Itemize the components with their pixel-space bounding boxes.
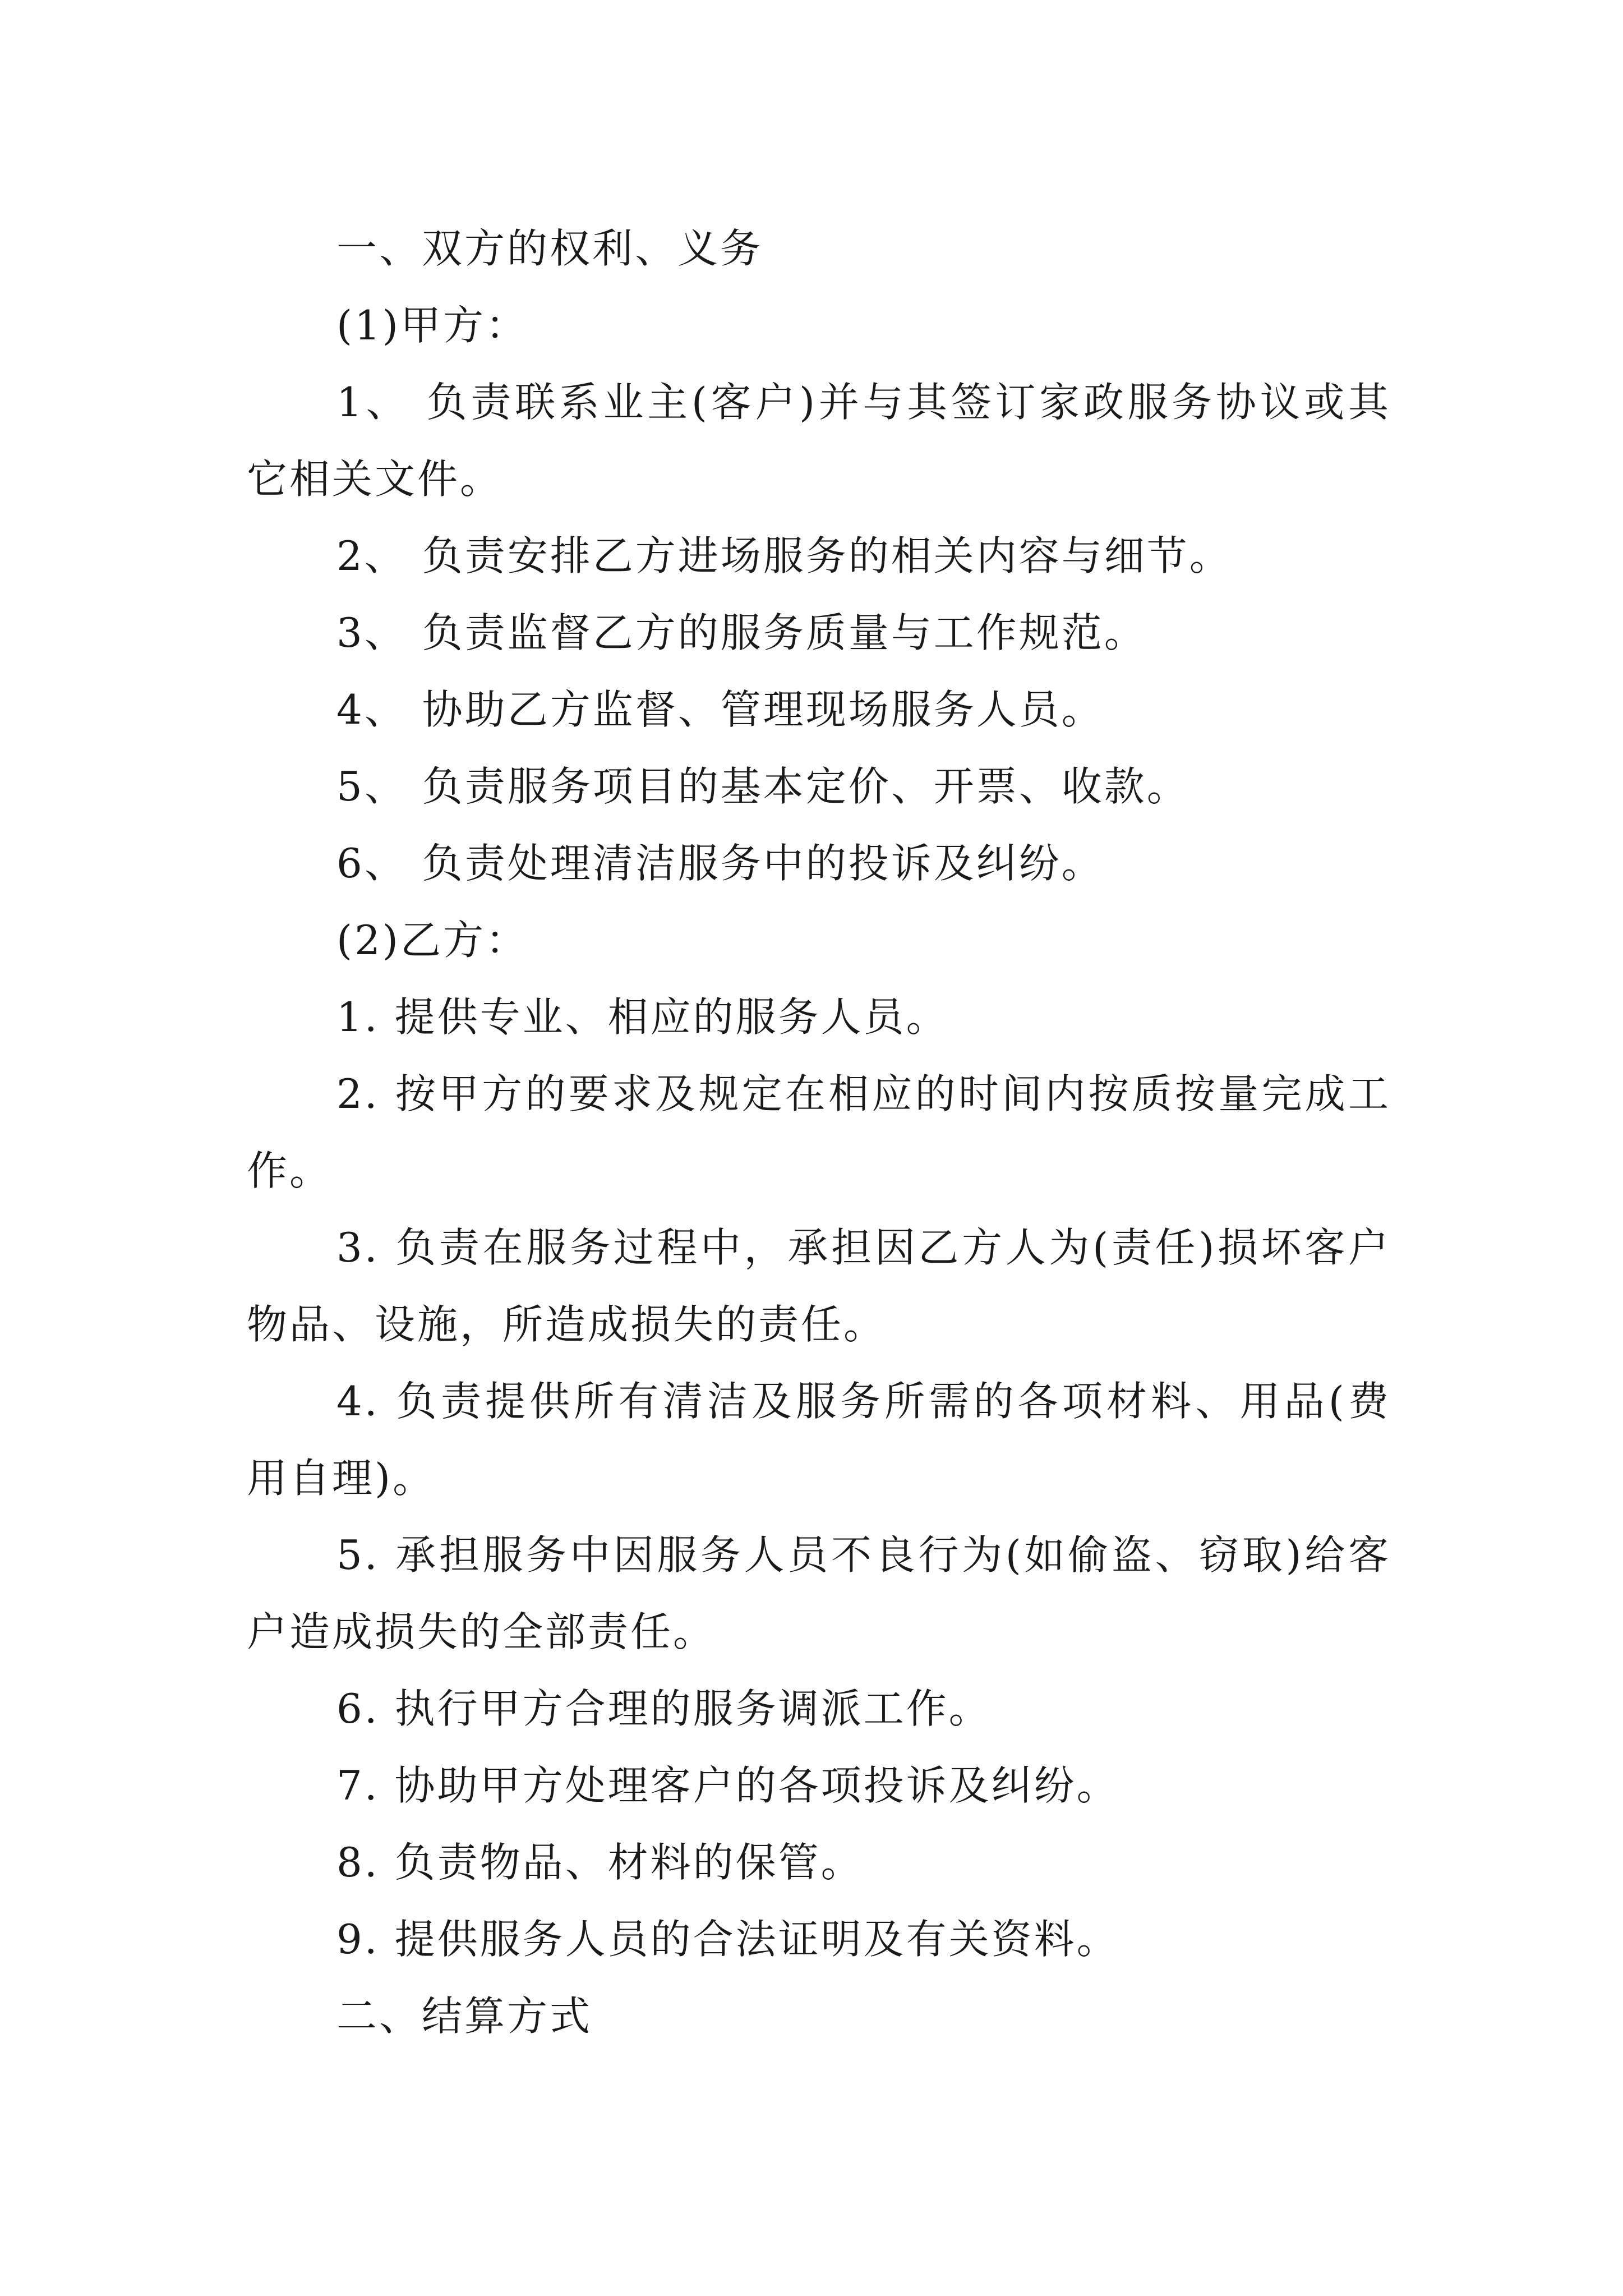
party-b-item-8: 8. 负责物品、材料的保管。 [336, 1839, 864, 1886]
party-a-item-6: 6、 负责处理清洁服务中的投诉及纠纷。 [336, 840, 1104, 887]
party-b-item-2: 2. 按甲方的要求及规定在相应的时间内按质按量完成工作。 [247, 1070, 1391, 1194]
party-b-item-7: 7. 协助甲方处理客户的各项投诉及纠纷。 [336, 1762, 1119, 1809]
party-b-item-5: 5. 承担服务中因服务人员不良行为(如偷盗、窃取)给客户造成损失的全部责任。 [247, 1531, 1391, 1655]
party-b-item-4: 4. 负责提供所有清洁及服务所需的各项材料、用品(费用自理)。 [247, 1378, 1391, 1502]
party-a-item-1: 1、 负责联系业主(客户)并与其签订家政服务协议或其它相关文件。 [247, 379, 1391, 503]
party-a-item-5: 5、 负责服务项目的基本定价、开票、收款。 [336, 763, 1189, 810]
party-b-item-1: 1. 提供专业、相应的服务人员。 [336, 993, 949, 1041]
party-a-item-2: 2、 负责安排乙方进场服务的相关内容与细节。 [336, 532, 1232, 579]
section-heading-rights-obligations: 一、双方的权利、义务 [336, 225, 763, 272]
party-b-item-6: 6. 执行甲方合理的服务调派工作。 [336, 1685, 992, 1732]
party-a-item-3: 3、 负责监督乙方的服务质量与工作规范。 [336, 609, 1147, 656]
party-b-item-9: 9. 提供服务人员的合法证明及有关资料。 [336, 1916, 1119, 1963]
party-b-item-3: 3. 负责在服务过程中，承担因乙方人为(责任)损坏客户物品、设施，所造成损失的责任。 [247, 1224, 1391, 1348]
party-a-item-4: 4、 协助乙方监督、管理现场服务人员。 [336, 686, 1104, 733]
section-heading-settlement: 二、结算方式 [336, 1993, 593, 2040]
document-body [247, 210, 1391, 2055]
subheading-party-a: (1)甲方： [336, 302, 528, 349]
subheading-party-b: (2)乙方： [336, 917, 528, 964]
